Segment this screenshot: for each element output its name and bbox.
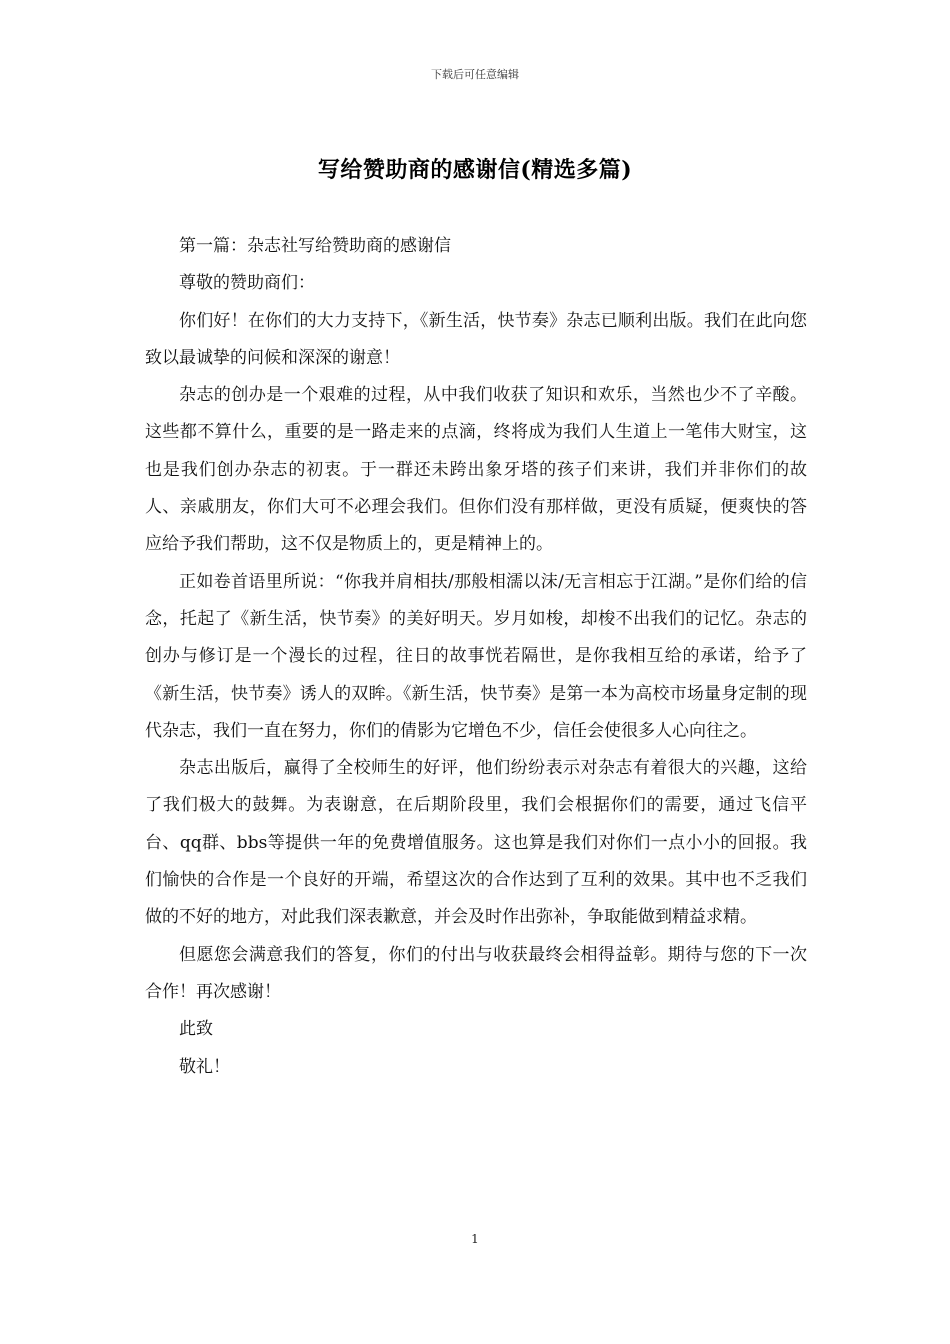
document-title: 写给赞助商的感谢信(精选多篇) (317, 157, 633, 183)
letter-body (145, 228, 807, 1086)
header-note: 下载后可任意编辑 (431, 68, 519, 81)
closing-line-2: 敬礼！ (179, 1056, 230, 1077)
paragraph-1: 你们好！在你们的大力支持下，《新生活，快节奏》杂志已顺利出版。我们在此向您致以最诚挚的问候和深深的谢意！ (145, 310, 807, 368)
paragraph-5: 但愿您会满意我们的答复，你们的付出与收获最终会相得益彰。期待与您的下一次合作！再次感谢！ (145, 944, 807, 1002)
paragraph-3: 正如卷首语里所说：“你我并肩相扶/那般相濡以沫/无言相忘于江湖。”是你们给的信念，托起了《新生活，快节奏》的美好明天。岁月如梭，却梭不出我们的记忆。杂志的创办与修订是一个漫长的过程，往日的故事恍若隔世，是你我相互给的承诺，给予了《新生活，快节奏》诱人的双眸。《新生活，快节奏》是第一本为高校市场量身定制的现代杂志，我们一直在努力，你们的倩影为它增色不少，信任会使很多人心向往之。 (145, 571, 807, 741)
salutation: 尊敬的赞助商们： (179, 273, 315, 294)
paragraph-2: 杂志的创办是一个艰难的过程，从中我们收获了知识和欢乐，当然也少不了辛酸。这些都不算什么，重要的是一路走来的点滴，终将成为我们人生道上一笔伟大财宝，这也是我们创办杂志的初衷。于一群还未跨出象牙塔的孩子们来讲，我们并非你们的故人、亲戚朋友，你们大可不必理会我们。但你们没有那样做，更没有质疑，便爽快的答应给予我们帮助，这不仅是物质上的，更是精神上的。 (145, 385, 807, 555)
section-heading: 第一篇：杂志社写给赞助商的感谢信 (179, 236, 451, 256)
paragraph-4: 杂志出版后，赢得了全校师生的好评，他们纷纷表示对杂志有着很大的兴趣，这给了我们极大的鼓舞。为表谢意，在后期阶段里，我们会根据你们的需要，通过飞信平台、qq群、bbs等提供一年的免费增值服务。这也算是我们对你们一点小小的回报。我们愉快的合作是一个良好的开端，希望这次的合作达到了互利的效果。其中也不乏我们做的不好的地方，对此我们深表歉意，并会及时作出弥补，争取能做到精益求精。 (145, 758, 807, 928)
closing-line-1: 此致 (179, 1019, 213, 1040)
page-number: 1 (471, 1232, 479, 1246)
